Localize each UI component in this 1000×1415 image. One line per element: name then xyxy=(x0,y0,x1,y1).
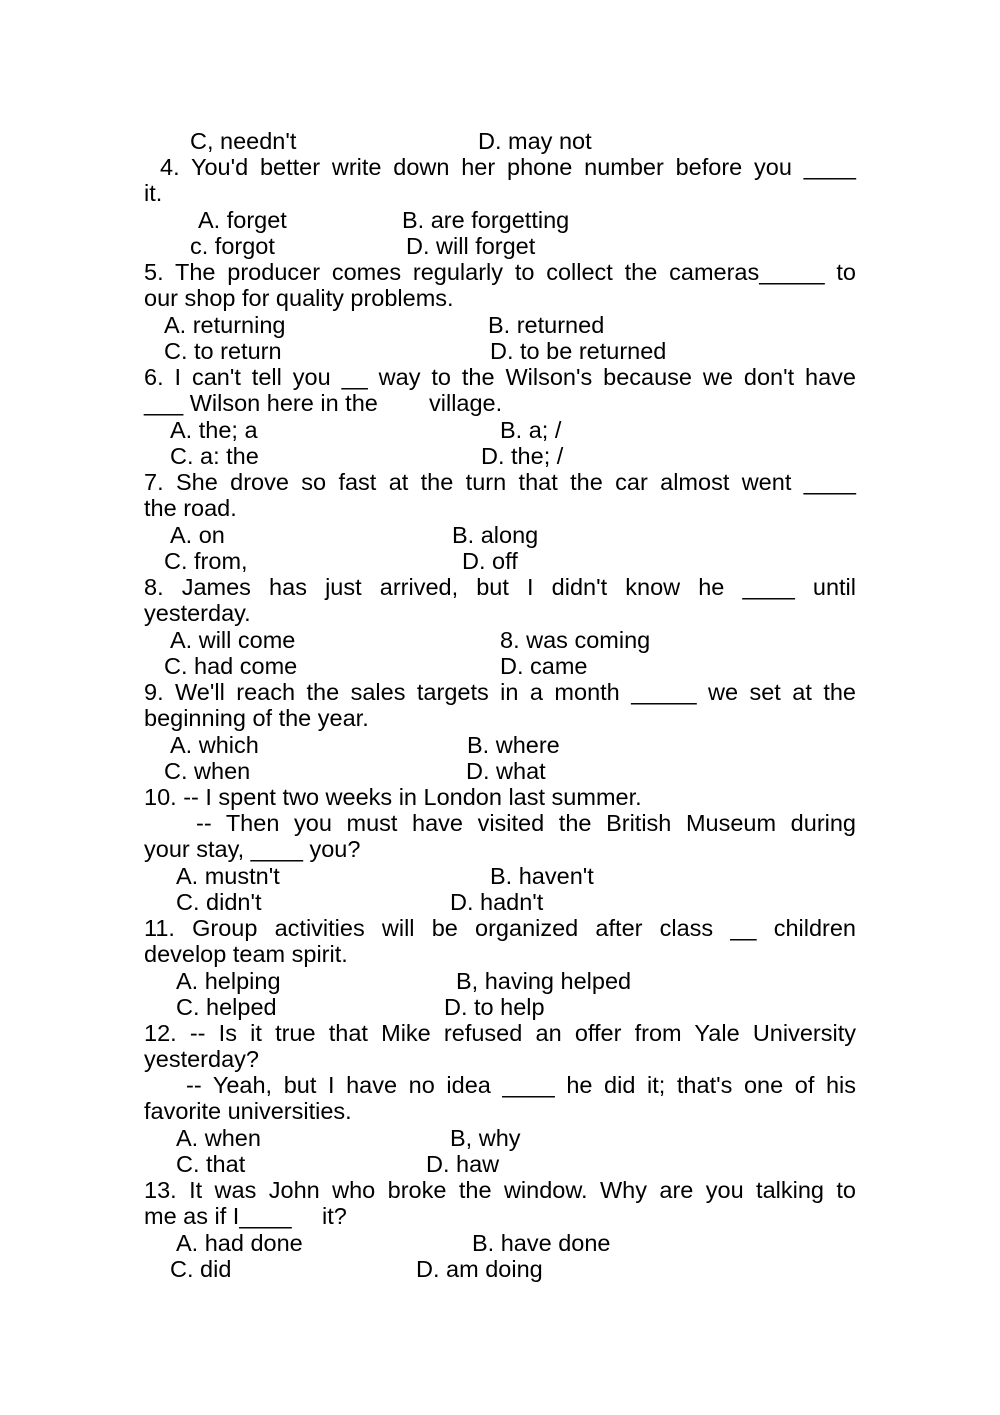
q4-stem-line2: it. xyxy=(144,180,163,206)
q4-option-b: B. are forgetting xyxy=(402,207,570,233)
q3-option-d: D. may not xyxy=(478,128,592,154)
q13-option-c: C. did xyxy=(170,1256,232,1282)
q8-option-c: C. had come xyxy=(164,653,298,679)
q4-option-c: c. forgot xyxy=(190,233,275,259)
q4-stem-line1: 4. You'd better write down her phone number before you ____ xyxy=(160,154,856,180)
q3-option-c: C, needn't xyxy=(190,128,297,154)
q7-option-c: C. from, xyxy=(164,548,248,574)
q12-option-b: B, why xyxy=(450,1125,521,1151)
q10-option-a: A. mustn't xyxy=(176,863,280,889)
q9-option-b: B. where xyxy=(467,732,560,758)
q6-option-d: D. the; / xyxy=(481,443,564,469)
q4-option-d: D. will forget xyxy=(406,233,536,259)
q12-stem-line1: 12. -- Is it true that Mike refused an offer from Yale University xyxy=(144,1020,856,1046)
q5-stem-line2: our shop for quality problems. xyxy=(144,285,454,311)
q10-option-c: C. didn't xyxy=(176,889,262,915)
q8-option-d: D. came xyxy=(500,653,588,679)
q12-option-d: D. haw xyxy=(426,1151,500,1177)
q12-stem-line2: yesterday? xyxy=(144,1046,259,1072)
q13-stem-line1: 13. It was John who broke the window. Why are you talking to xyxy=(144,1177,856,1203)
q6-option-c: C. a: the xyxy=(170,443,259,469)
q10-stem-line3: your stay, ____ you? xyxy=(144,836,361,862)
q13-stem-line2a: me as if I____ xyxy=(144,1203,292,1229)
q11-stem-line1: 11. Group activities will be organized after class __ children xyxy=(144,915,856,941)
q8-option-a: A. will come xyxy=(170,627,296,653)
q12-stem-line4: favorite universities. xyxy=(144,1098,352,1124)
q7-option-b: B. along xyxy=(452,522,539,548)
q11-option-d: D. to help xyxy=(444,994,545,1020)
q11-option-a: A. helping xyxy=(176,968,281,994)
q11-stem-line2: develop team spirit. xyxy=(144,941,348,967)
q6-option-b: B. a; / xyxy=(500,417,562,443)
q10-stem-line1: 10. -- I spent two weeks in London last summer. xyxy=(144,784,642,810)
q11-option-c: C. helped xyxy=(176,994,277,1020)
q7-stem-line2: the road. xyxy=(144,495,237,521)
q6-stem-line2b: village. xyxy=(429,390,503,416)
q11-option-b: B, having helped xyxy=(456,968,632,994)
q8-stem-line2: yesterday. xyxy=(144,600,251,626)
q7-option-d: D. off xyxy=(462,548,518,574)
q7-option-a: A. on xyxy=(170,522,225,548)
q5-option-a: A. returning xyxy=(164,312,286,338)
q12-option-a: A. when xyxy=(176,1125,261,1151)
q6-stem-line1: 6. I can't tell you __ way to the Wilson's because we don't have xyxy=(144,364,856,390)
q12-stem-line3: -- Yeah, but I have no idea ____ he did it; that's one of his xyxy=(186,1072,856,1098)
q5-option-c: C. to return xyxy=(164,338,282,364)
q6-option-a: A. the; a xyxy=(170,417,258,443)
q5-option-d: D. to be returned xyxy=(490,338,667,364)
q5-option-b: B. returned xyxy=(488,312,605,338)
q10-option-d: D. hadn't xyxy=(450,889,544,915)
q13-stem-line2b: it? xyxy=(322,1203,347,1229)
q6-stem-line2a: ___ Wilson here in the xyxy=(144,390,378,416)
q8-option-b: 8. was coming xyxy=(500,627,651,653)
q9-stem-line1: 9. We'll reach the sales targets in a month _____ we set at the xyxy=(144,679,856,705)
q4-option-a: A. forget xyxy=(198,207,287,233)
q13-option-a: A. had done xyxy=(176,1230,303,1256)
q10-option-b: B. haven't xyxy=(490,863,594,889)
q9-option-d: D. what xyxy=(466,758,546,784)
q10-stem-line2: -- Then you must have visited the British Museum during xyxy=(196,810,856,836)
q8-stem-line1: 8. James has just arrived, but I didn't know he ____ until xyxy=(144,574,856,600)
q12-option-c: C. that xyxy=(176,1151,246,1177)
q13-option-d: D. am doing xyxy=(416,1256,543,1282)
q13-option-b: B. have done xyxy=(472,1230,611,1256)
q9-option-a: A. which xyxy=(170,732,259,758)
q9-stem-line2: beginning of the year. xyxy=(144,705,369,731)
q5-stem-line1: 5. The producer comes regularly to collect the cameras_____ to xyxy=(144,259,856,285)
q9-option-c: C. when xyxy=(164,758,251,784)
q7-stem-line1: 7. She drove so fast at the turn that the car almost went ____ xyxy=(144,469,856,495)
